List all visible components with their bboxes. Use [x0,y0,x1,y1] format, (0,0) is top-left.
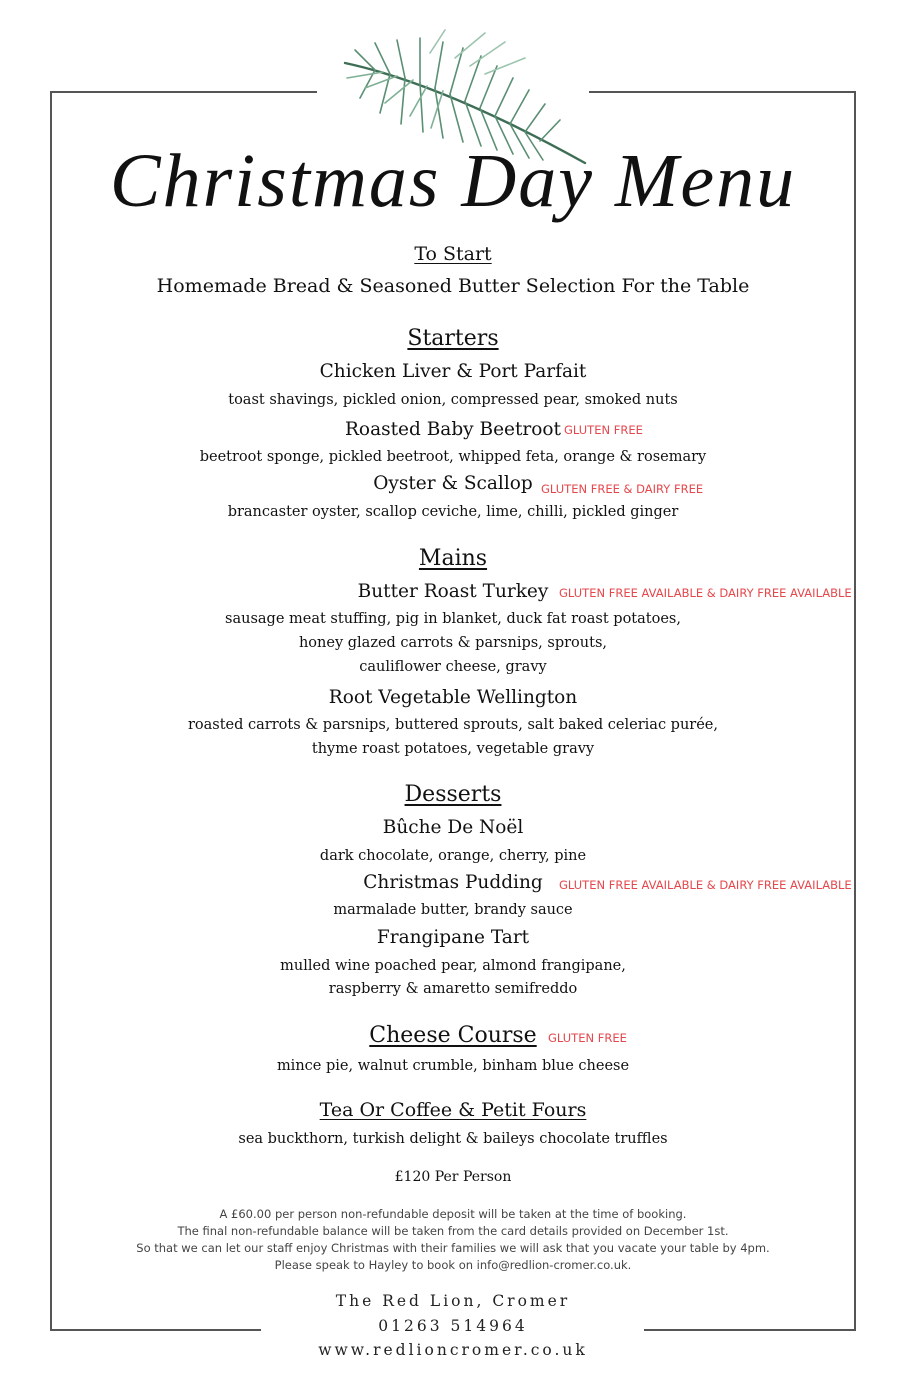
dish-name: Butter Roast Turkey [357,581,549,602]
restaurant-name: The Red Lion, Cromer [335,1292,571,1310]
to-start-item: Homemade Bread & Seasoned Butter Selection For the Table [156,275,750,297]
booking-note: Please speak to Hayley to book on info@redlion-cromer.co.uk. [274,1258,632,1272]
dish-description: sausage meat stuffing, pig in blanket, duck fat roast potatoes, [225,611,681,627]
dish-name: Oyster & Scallop [373,473,533,494]
dish-description: cauliflower cheese, gravy [359,659,547,675]
section-heading-mains: Mains [418,546,488,571]
frame-top-right [589,91,856,93]
dish-description: brancaster oyster, scallop ceviche, lime, chilli, pickled ginger [227,504,679,520]
dish-description: dark chocolate, orange, cherry, pine [319,848,587,864]
section-heading-starters: Starters [407,326,499,351]
dish-name: Bûche De Noël [382,817,524,838]
website-link[interactable]: www.redlioncromer.co.uk [318,1341,588,1359]
price: £120 Per Person [394,1169,512,1185]
booking-note: So that we can let our staff enjoy Christmas with their families we will ask that you vacate your table by 4pm. [136,1241,770,1255]
page-title: Christmas Day Menu [109,139,797,223]
frame-top-left [50,91,317,93]
dietary-tag: GLUTEN FREE & DAIRY FREE [541,482,704,496]
dish-description: beetroot sponge, pickled beetroot, whipped feta, orange & rosemary [199,449,707,465]
dish-description: marmalade butter, brandy sauce [333,902,573,918]
dish-description: raspberry & amaretto semifreddo [328,981,578,997]
dish-description: mince pie, walnut crumble, binham blue cheese [276,1058,630,1074]
dietary-tag: GLUTEN FREE AVAILABLE & DAIRY FREE AVAILABLE [559,878,852,892]
dish-name: Roasted Baby Beetroot [345,419,561,440]
dish-description: toast shavings, pickled onion, compressed pear, smoked nuts [228,392,678,408]
dish-description: honey glazed carrots & parsnips, sprouts, [298,635,608,651]
dish-description: roasted carrots & parsnips, buttered sprouts, salt baked celeriac purée, [187,717,718,733]
dish-description: thyme roast potatoes, vegetable gravy [311,741,595,757]
dietary-tag: GLUTEN FREE AVAILABLE & DAIRY FREE AVAILABLE [559,586,852,600]
dish-name: Chicken Liver & Port Parfait [319,361,587,382]
phone-number: 01263 514964 [378,1317,528,1335]
section-heading-cheese: Cheese Course [369,1023,537,1048]
dietary-tag: GLUTEN FREE [564,423,643,437]
dietary-tag: GLUTEN FREE [548,1031,627,1045]
section-heading-to-start: To Start [414,243,492,265]
booking-note: A £60.00 per person non-refundable deposit will be taken at the time of booking. [219,1207,687,1221]
dish-description: sea buckthorn, turkish delight & baileys chocolate truffles [238,1131,668,1147]
dish-name: Frangipane Tart [376,927,530,948]
dish-name: Christmas Pudding [363,872,543,893]
booking-note: The final non-refundable balance will be taken from the card details provided on December 1st. [177,1224,729,1238]
section-heading-desserts: Desserts [404,782,502,807]
dish-description: mulled wine poached pear, almond frangipane, [280,958,626,974]
dish-name: Root Vegetable Wellington [328,687,578,708]
section-heading-tea-coffee: Tea Or Coffee & Petit Fours [319,1099,587,1121]
